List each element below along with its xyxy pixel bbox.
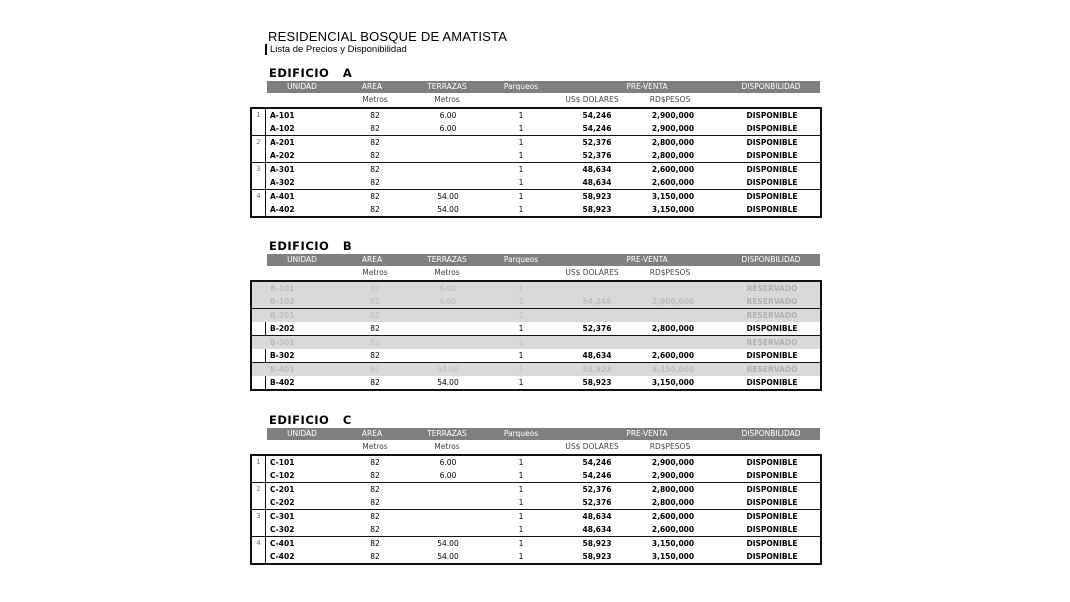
floor-number: 3 — [252, 163, 266, 189]
cell-parqueos: 1 — [518, 351, 524, 360]
cell-rd: 2,800,000 — [651, 498, 695, 507]
table-row — [252, 376, 820, 389]
cell-usd: 48,634 — [582, 512, 612, 521]
subheader-rd: RD$PESOS — [649, 268, 691, 277]
cell-unidad: A-101 — [270, 111, 295, 120]
table-header — [267, 81, 820, 93]
floor-group — [252, 189, 820, 216]
cell-usd: 58,923 — [582, 539, 612, 548]
cell-disponibilidad: DISPONIBLE — [746, 151, 798, 160]
cell-rd: 2,800,000 — [651, 485, 695, 494]
floor-number: 3 — [252, 510, 266, 536]
cell-disponibilidad: DISPONIBLE — [746, 471, 798, 480]
cell-usd: 54,246 — [582, 471, 612, 480]
cell-area: 82 — [370, 351, 380, 360]
cell-area: 82 — [370, 498, 380, 507]
subheader-terrazas: Metros — [434, 442, 460, 451]
cell-unidad: B-302 — [270, 351, 295, 360]
floor-number: 4 — [252, 537, 266, 563]
cell-unidad: B-101 — [270, 284, 295, 293]
page-subtitle: Lista de Precios y Disponibilidad — [265, 44, 407, 55]
cell-area: 82 — [370, 458, 380, 467]
subheader-area: Metros — [362, 442, 388, 451]
table-row — [252, 122, 820, 135]
cell-unidad: A-302 — [270, 178, 295, 187]
subheader-terrazas: Metros — [434, 268, 460, 277]
cell-terrazas: 54.00 — [437, 365, 459, 374]
cell-usd: 48,634 — [582, 165, 612, 174]
header-area: AREA — [361, 82, 383, 91]
cell-area: 82 — [370, 338, 380, 347]
cell-usd: 52,376 — [582, 485, 612, 494]
page-title: RESIDENCIAL BOSQUE DE AMATISTA — [268, 29, 508, 44]
subheader-usd: US$ DOLARES — [565, 268, 619, 277]
header-area: AREA — [361, 255, 383, 264]
table-header — [267, 428, 820, 440]
table-row — [252, 190, 820, 203]
cell-rd: 3,150,000 — [651, 365, 695, 374]
cell-terrazas: 54.00 — [437, 539, 459, 548]
cell-usd: 58,923 — [582, 378, 612, 387]
cell-parqueos: 1 — [518, 338, 524, 347]
table-row — [252, 483, 820, 496]
cell-area: 82 — [370, 297, 380, 306]
table-row — [252, 537, 820, 550]
cell-unidad: A-402 — [270, 205, 295, 214]
cell-parqueos: 1 — [518, 192, 524, 201]
cell-area: 82 — [370, 378, 380, 387]
cell-disponibilidad: RESERVADO — [746, 297, 798, 306]
table-subheader — [267, 94, 820, 105]
cell-parqueos: 1 — [518, 539, 524, 548]
subheader-rd: RD$PESOS — [649, 95, 691, 104]
cell-terrazas: 6.00 — [439, 284, 457, 293]
table-row — [252, 496, 820, 509]
cell-unidad: B-102 — [270, 297, 295, 306]
table-row — [252, 136, 820, 149]
header-unidad: UNIDAD — [287, 429, 317, 438]
cell-area: 82 — [370, 311, 380, 320]
subheader-usd: US$ DOLARES — [565, 442, 619, 451]
subheader-rd: RD$PESOS — [649, 442, 691, 451]
cell-usd: 58,923 — [582, 552, 612, 561]
building-title: EDIFICIO A — [269, 66, 353, 80]
cell-usd: 52,376 — [582, 138, 612, 147]
cell-parqueos: 1 — [518, 205, 524, 214]
table-row — [252, 309, 820, 322]
cell-unidad: C-402 — [270, 552, 295, 561]
table-row — [252, 163, 820, 176]
floor-group — [252, 536, 820, 563]
subheader-usd: US$ DOLARES — [565, 95, 619, 104]
building-title: EDIFICIO B — [269, 239, 353, 253]
cell-terrazas: 54.00 — [437, 552, 459, 561]
floor-group — [252, 335, 820, 362]
cell-rd: 3,150,000 — [651, 539, 695, 548]
cell-disponibilidad: DISPONIBLE — [746, 378, 798, 387]
cell-unidad: A-202 — [270, 151, 295, 160]
table-row — [252, 176, 820, 189]
cell-unidad: A-401 — [270, 192, 295, 201]
cell-area: 82 — [370, 192, 380, 201]
cell-parqueos: 1 — [518, 471, 524, 480]
cell-parqueos: 1 — [518, 111, 524, 120]
cell-disponibilidad: DISPONIBLE — [746, 324, 798, 333]
cell-area: 82 — [370, 485, 380, 494]
building-section — [250, 413, 822, 583]
cell-area: 82 — [370, 525, 380, 534]
cell-rd: 2,600,000 — [651, 165, 695, 174]
cell-area: 82 — [370, 205, 380, 214]
cell-rd: 3,150,000 — [651, 205, 695, 214]
header-disponibilidad: DISPONBILIDAD — [741, 82, 801, 91]
cell-unidad: B-401 — [270, 365, 295, 374]
header-preventa: PRE-VENTA — [626, 255, 668, 264]
cell-parqueos: 1 — [518, 138, 524, 147]
cell-usd: 58,923 — [582, 192, 612, 201]
subheader-area: Metros — [362, 268, 388, 277]
table-row — [252, 349, 820, 362]
header-unidad: UNIDAD — [287, 82, 317, 91]
cell-terrazas: 54.00 — [437, 378, 459, 387]
cell-parqueos: 1 — [518, 552, 524, 561]
cell-rd: 2,900,000 — [651, 124, 695, 133]
cell-terrazas: 6.00 — [439, 297, 457, 306]
table-row — [252, 149, 820, 162]
header-preventa: PRE-VENTA — [626, 429, 668, 438]
cell-disponibilidad: RESERVADO — [746, 365, 798, 374]
cell-area: 82 — [370, 471, 380, 480]
table-row — [252, 469, 820, 482]
cell-disponibilidad: RESERVADO — [746, 284, 798, 293]
cell-unidad: C-302 — [270, 525, 295, 534]
table-row — [252, 295, 820, 308]
cell-disponibilidad: DISPONIBLE — [746, 111, 798, 120]
table-row — [252, 322, 820, 335]
cell-rd: 2,600,000 — [651, 351, 695, 360]
cell-unidad: A-201 — [270, 138, 295, 147]
cell-parqueos: 1 — [518, 324, 524, 333]
cell-rd: 2,800,000 — [651, 151, 695, 160]
cell-unidad: A-301 — [270, 165, 295, 174]
table-row — [252, 109, 820, 122]
floor-number: 4 — [252, 190, 266, 216]
cell-area: 82 — [370, 512, 380, 521]
cell-rd: 3,150,000 — [651, 378, 695, 387]
header-parqueos: Parqueos — [503, 429, 539, 438]
cell-rd: 2,800,000 — [651, 324, 695, 333]
cell-usd: 48,634 — [582, 351, 612, 360]
cell-area: 82 — [370, 365, 380, 374]
cell-area: 82 — [370, 552, 380, 561]
cell-disponibilidad: DISPONIBLE — [746, 498, 798, 507]
header-disponibilidad: DISPONBILIDAD — [741, 255, 801, 264]
cell-disponibilidad: DISPONIBLE — [746, 178, 798, 187]
floor-group — [252, 109, 820, 135]
header-terrazas: TERRAZAS — [427, 255, 467, 264]
floor-number: 1 — [252, 456, 266, 482]
subheader-terrazas: Metros — [434, 95, 460, 104]
cell-rd: 3,150,000 — [651, 552, 695, 561]
cell-rd: 2,600,000 — [651, 178, 695, 187]
cell-area: 82 — [370, 539, 380, 548]
cell-parqueos: 1 — [518, 378, 524, 387]
table-row — [252, 456, 820, 469]
cell-area: 82 — [370, 324, 380, 333]
floor-group — [252, 135, 820, 162]
cell-disponibilidad: DISPONIBLE — [746, 205, 798, 214]
cell-rd: 2,900,000 — [651, 458, 695, 467]
floor-number: 2 — [252, 136, 266, 162]
cell-parqueos: 1 — [518, 151, 524, 160]
cell-parqueos: 1 — [518, 124, 524, 133]
cell-disponibilidad: DISPONIBLE — [746, 512, 798, 521]
cell-unidad: B-402 — [270, 378, 295, 387]
cell-area: 82 — [370, 151, 380, 160]
cell-unidad: A-102 — [270, 124, 295, 133]
cell-usd: 54,246 — [582, 297, 612, 306]
cell-usd: 58,923 — [582, 205, 612, 214]
floor-group — [252, 282, 820, 308]
cell-disponibilidad: DISPONIBLE — [746, 138, 798, 147]
floor-number: 2 — [252, 483, 266, 509]
cell-unidad: B-201 — [270, 311, 295, 320]
cell-parqueos: 1 — [518, 485, 524, 494]
cell-terrazas: 6.00 — [439, 458, 457, 467]
cell-usd: 54,246 — [582, 111, 612, 120]
cell-parqueos: 1 — [518, 512, 524, 521]
cell-unidad: C-102 — [270, 471, 295, 480]
cell-terrazas: 6.00 — [439, 471, 457, 480]
cell-disponibilidad: DISPONIBLE — [746, 351, 798, 360]
cell-disponibilidad: DISPONIBLE — [746, 458, 798, 467]
floor-group — [252, 509, 820, 536]
floor-group — [252, 482, 820, 509]
header-disponibilidad: DISPONBILIDAD — [741, 429, 801, 438]
floor-group — [252, 362, 820, 389]
units-table — [250, 454, 822, 565]
building-section — [250, 239, 822, 409]
cell-rd: 2,600,000 — [651, 525, 695, 534]
table-row — [252, 523, 820, 536]
cell-parqueos: 1 — [518, 365, 524, 374]
subheader-area: Metros — [362, 95, 388, 104]
cell-rd: 2,800,000 — [651, 138, 695, 147]
cell-unidad: C-201 — [270, 485, 295, 494]
cell-unidad: B-301 — [270, 338, 295, 347]
cell-parqueos: 1 — [518, 297, 524, 306]
cell-terrazas: 54.00 — [437, 192, 459, 201]
cell-usd: 54,246 — [582, 124, 612, 133]
cell-usd: 52,376 — [582, 498, 612, 507]
cell-disponibilidad: DISPONIBLE — [746, 165, 798, 174]
building-section — [250, 66, 822, 236]
cell-area: 82 — [370, 124, 380, 133]
cell-usd: 52,376 — [582, 324, 612, 333]
table-header — [267, 254, 820, 266]
cell-unidad: C-101 — [270, 458, 295, 467]
cell-unidad: C-401 — [270, 539, 295, 548]
cell-area: 82 — [370, 178, 380, 187]
floor-number: 1 — [252, 109, 266, 135]
cell-disponibilidad: DISPONIBLE — [746, 525, 798, 534]
cell-parqueos: 1 — [518, 165, 524, 174]
table-row — [252, 363, 820, 376]
header-parqueos: Parqueos — [503, 255, 539, 264]
cell-terrazas: 54.00 — [437, 205, 459, 214]
cell-usd: 58,923 — [582, 365, 612, 374]
cell-terrazas: 6.00 — [439, 111, 457, 120]
cell-area: 82 — [370, 284, 380, 293]
cell-usd: 52,376 — [582, 151, 612, 160]
cell-rd: 2,900,000 — [651, 111, 695, 120]
header-area: AREA — [361, 429, 383, 438]
cell-disponibilidad: RESERVADO — [746, 311, 798, 320]
floor-group — [252, 456, 820, 482]
cell-terrazas: 6.00 — [439, 124, 457, 133]
floor-group — [252, 308, 820, 335]
cell-usd: 48,634 — [582, 525, 612, 534]
cell-disponibilidad: DISPONIBLE — [746, 552, 798, 561]
cell-parqueos: 1 — [518, 178, 524, 187]
cell-unidad: B-202 — [270, 324, 295, 333]
cell-parqueos: 1 — [518, 458, 524, 467]
cell-unidad: C-301 — [270, 512, 295, 521]
cell-disponibilidad: DISPONIBLE — [746, 539, 798, 548]
cell-disponibilidad: DISPONIBLE — [746, 124, 798, 133]
table-subheader — [267, 441, 820, 452]
units-table — [250, 280, 822, 391]
cell-rd: 2,600,000 — [651, 512, 695, 521]
cell-usd: 54,246 — [582, 458, 612, 467]
cell-unidad: C-202 — [270, 498, 295, 507]
header-terrazas: TERRAZAS — [427, 82, 467, 91]
header-parqueos: Parqueos — [503, 82, 539, 91]
cell-rd: 2,900,000 — [651, 297, 695, 306]
cell-parqueos: 1 — [518, 311, 524, 320]
building-title: EDIFICIO C — [269, 413, 352, 427]
table-row — [252, 510, 820, 523]
table-row — [252, 203, 820, 216]
table-row — [252, 336, 820, 349]
cell-disponibilidad: RESERVADO — [746, 338, 798, 347]
cell-parqueos: 1 — [518, 525, 524, 534]
table-subheader — [267, 267, 820, 278]
floor-group — [252, 162, 820, 189]
cell-parqueos: 1 — [518, 498, 524, 507]
cell-usd: 48,634 — [582, 178, 612, 187]
cell-area: 82 — [370, 111, 380, 120]
cell-disponibilidad: DISPONIBLE — [746, 485, 798, 494]
header-unidad: UNIDAD — [287, 255, 317, 264]
header-preventa: PRE-VENTA — [626, 82, 668, 91]
cell-rd: 2,900,000 — [651, 471, 695, 480]
cell-rd: 3,150,000 — [651, 192, 695, 201]
cell-area: 82 — [370, 165, 380, 174]
cell-parqueos: 1 — [518, 284, 524, 293]
cell-area: 82 — [370, 138, 380, 147]
table-row — [252, 282, 820, 295]
header-terrazas: TERRAZAS — [427, 429, 467, 438]
units-table — [250, 107, 822, 218]
table-row — [252, 550, 820, 563]
cell-disponibilidad: DISPONIBLE — [746, 192, 798, 201]
